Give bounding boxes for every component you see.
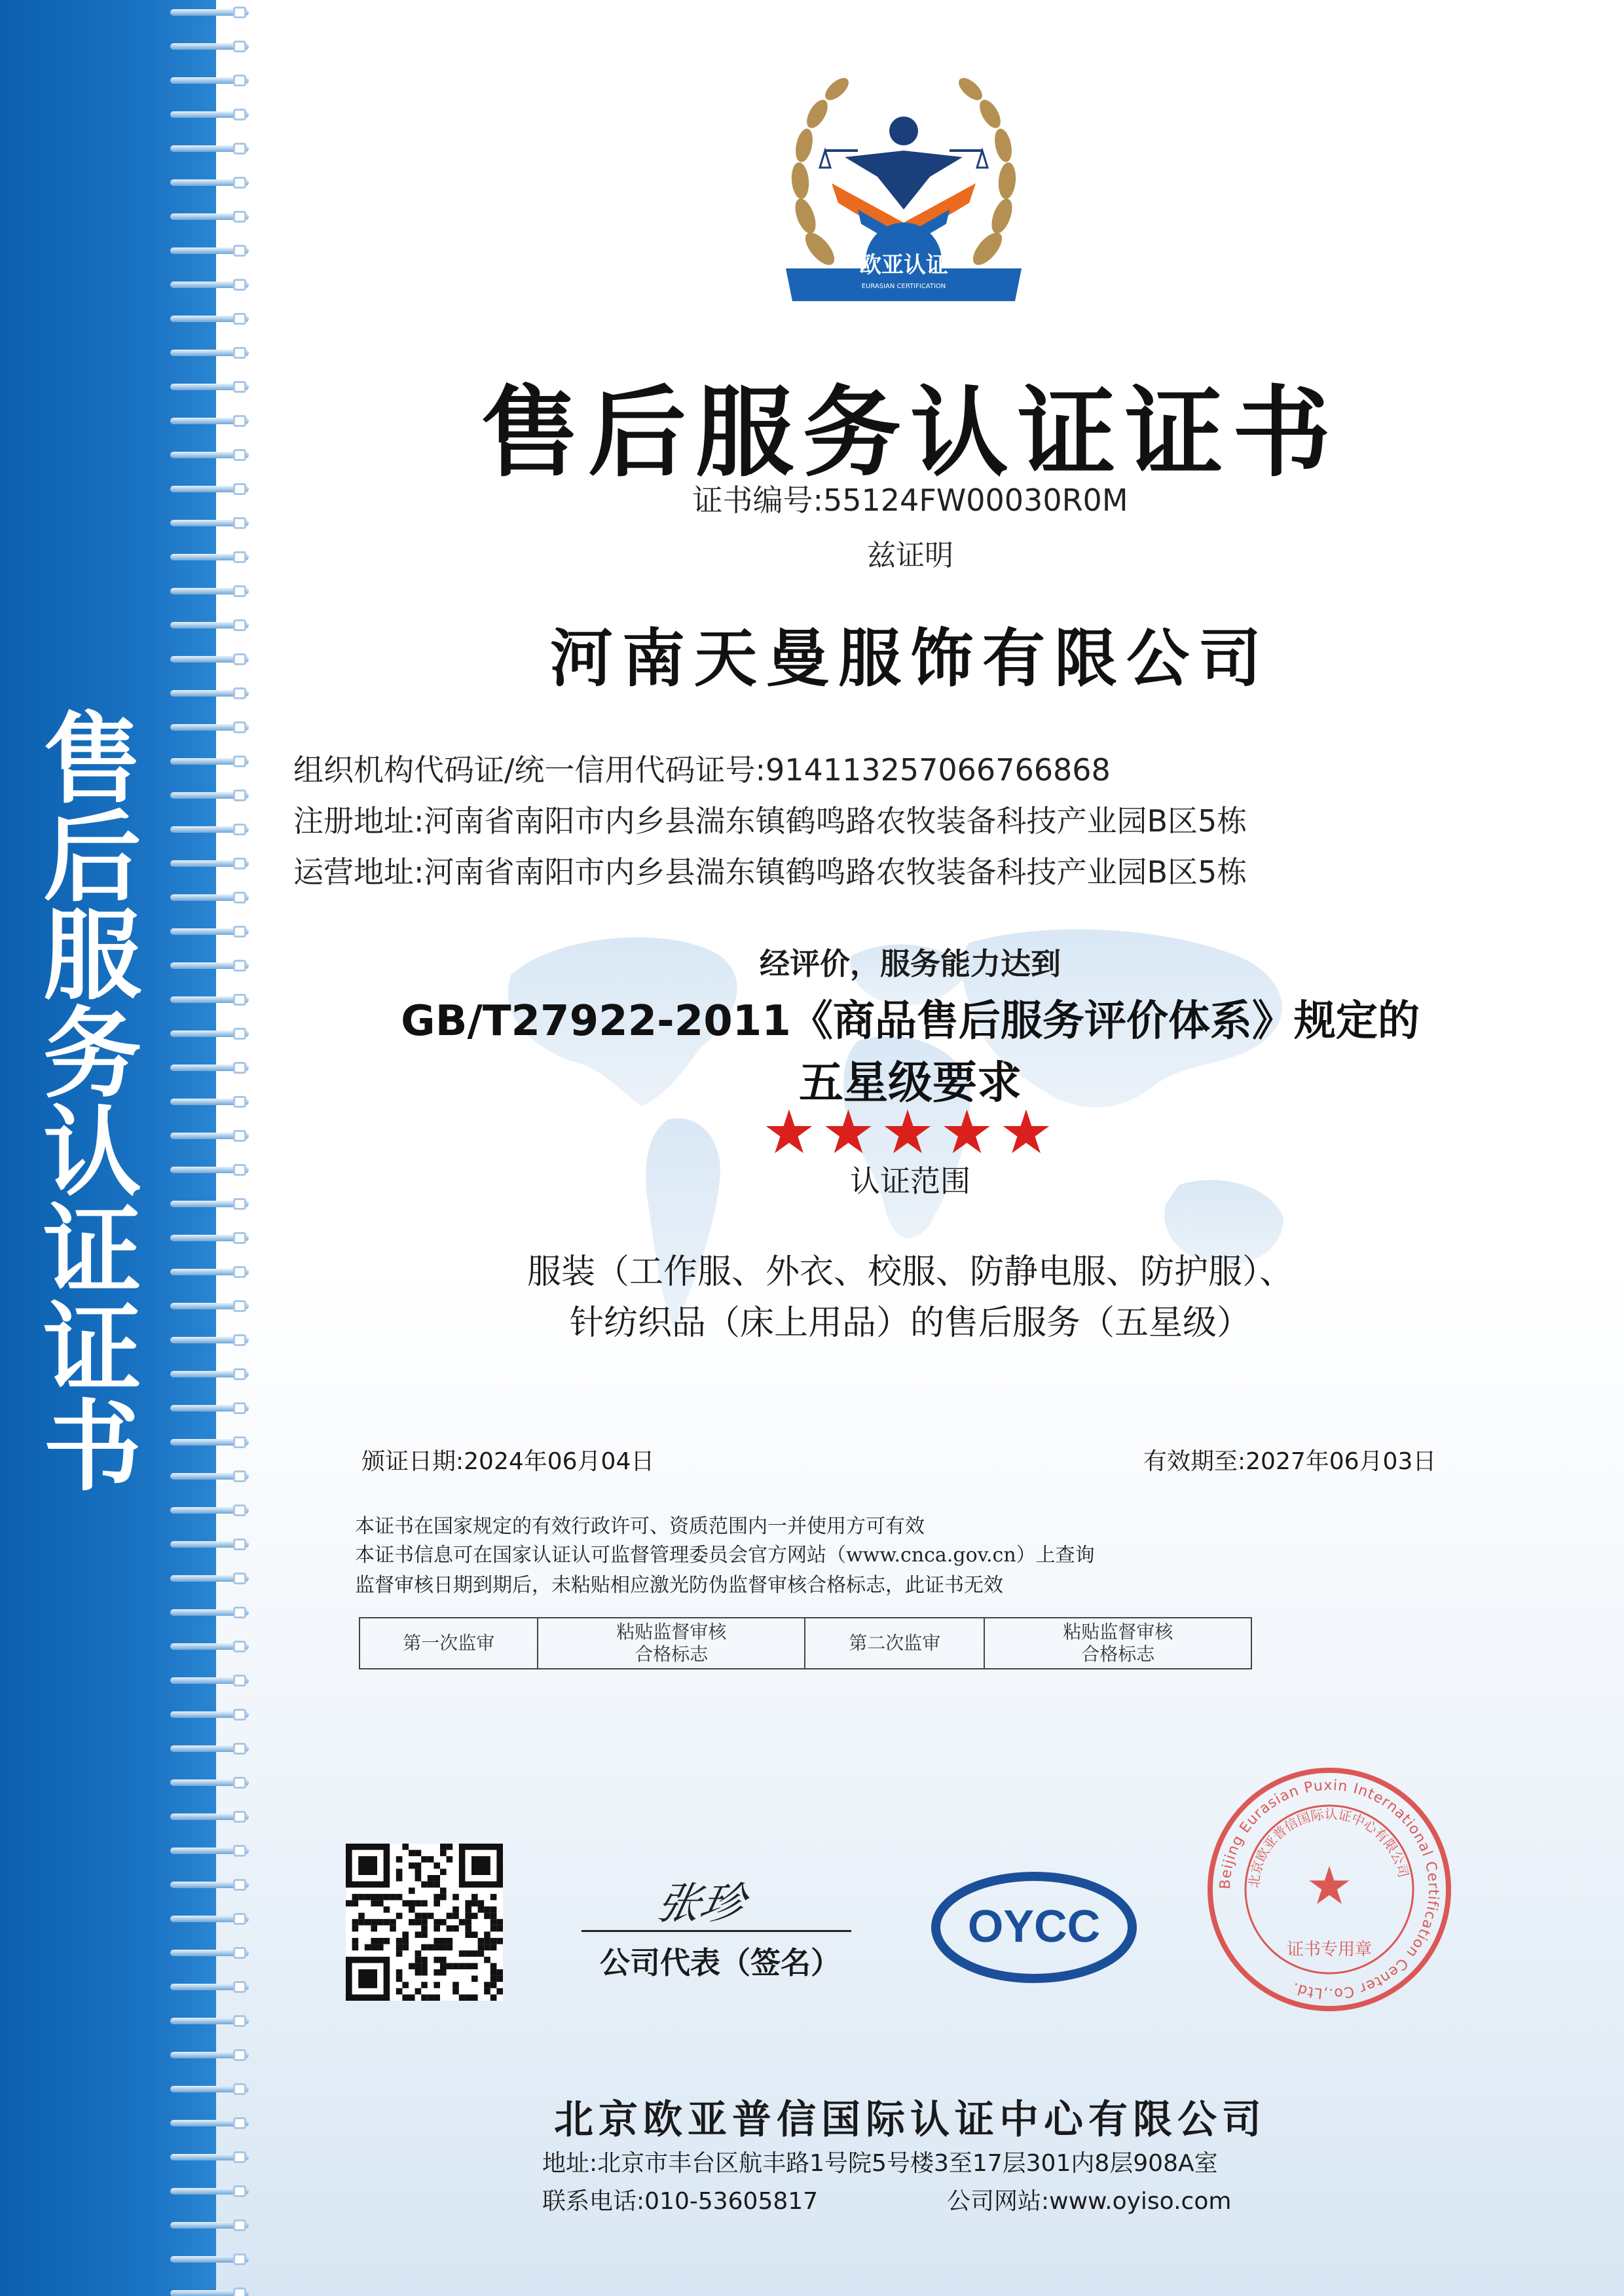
spiral-ring (162, 1470, 254, 1482)
oycc-logo-text: OYCC (967, 1901, 1101, 1952)
evaluation-intro: 经评价，服务能力达到 (760, 946, 1061, 981)
spiral-ring (162, 2185, 254, 2197)
spiral-ring (162, 1913, 254, 1925)
spiral-ring (162, 1504, 254, 1516)
spiral-ring (162, 2015, 254, 2027)
spiral-ring (162, 1573, 254, 1584)
seal-center-text: 证书专用章 (1286, 1940, 1373, 1959)
signature-label: 公司代表（签名） (600, 1945, 841, 1980)
qr-code (346, 1844, 503, 2001)
spiral-ring (162, 585, 254, 597)
spiral-ring (162, 245, 254, 257)
spiral-ring (162, 143, 254, 155)
spiral-ring (162, 619, 254, 631)
spiral-ring (162, 347, 254, 359)
spiral-ring (162, 1198, 254, 1210)
signature-name: 张珍 (652, 1878, 750, 1929)
five-star-rating: ★★★★★ (762, 1097, 1059, 1167)
issuer-phone: 联系电话:010-53605817 (542, 2188, 819, 2215)
spiral-ring (162, 892, 254, 903)
spiral-ring (162, 2151, 254, 2163)
spiral-ring (162, 824, 254, 835)
spiral-ring (162, 7, 254, 18)
spiral-ring (162, 1539, 254, 1550)
spiral-ring (162, 1096, 254, 1108)
second-sticker-cell: 粘贴监督审核 合格标志 (984, 1618, 1251, 1669)
spiral-ring (162, 449, 254, 461)
company-name: 河南天曼服饰有限公司 (550, 621, 1270, 695)
spiral-ring (162, 2117, 254, 2129)
spiral-ring (162, 1266, 254, 1278)
scope-line-1: 服装（工作服、外衣、校服、防静电服、防护服）、 (526, 1252, 1293, 1292)
spiral-ring (162, 1164, 254, 1176)
issuer-address: 地址:北京市丰台区航丰路1号院5号楼3至17层301内8层908A室 (542, 2150, 1218, 2177)
spiral-ring (162, 790, 254, 801)
evaluation-standard: GB/T27922-2011《商品售后服务评价体系》规定的 (401, 997, 1420, 1046)
spiral-ring (162, 75, 254, 86)
seal-outer-text: Beijing Eurasian Puxin International Certification Center Co.,Ltd. (1217, 1777, 1442, 2002)
spiral-ring (162, 2287, 254, 2296)
signature-line (581, 1930, 851, 1932)
spiral-ring (162, 415, 254, 427)
spiral-ring (162, 1232, 254, 1244)
spiral-ring (162, 756, 254, 767)
spiral-ring (162, 1130, 254, 1142)
expiry-date: 有效期至:2027年06月03日 (1143, 1448, 1437, 1475)
spiral-ring (162, 1607, 254, 1618)
spiral-ring (162, 1641, 254, 1652)
issue-date: 颁证日期:2024年06月04日 (361, 1448, 655, 1475)
first-audit-cell: 第一次监审 (360, 1618, 538, 1669)
spiral-ring (162, 177, 254, 189)
notice-line: 本证书在国家规定的有效行政许可、资质范围内一并使用方可有效 (355, 1515, 925, 1538)
org-code-line: 组织机构代码证/统一信用代码证号:91411325706676686​8 (293, 752, 1111, 788)
spiral-ring (162, 1811, 254, 1823)
notice-line: 监督审核日期到期后，未粘贴相应激光防伪监督审核合格标志，此证书无效 (355, 1574, 1003, 1597)
oycc-logo (930, 1871, 1138, 1984)
spiral-ring (162, 721, 254, 733)
issuer-name: 北京欧亚普信国际认证中心有限公司 (554, 2097, 1266, 2143)
spiral-ring (162, 926, 254, 938)
eurasian-certification-logo (760, 52, 1048, 327)
spiral-ring (162, 1743, 254, 1755)
spiral-ring (162, 1436, 254, 1448)
spiral-ring (162, 1675, 254, 1686)
certificate-title: 售后服务认证证书 (480, 375, 1340, 490)
spiral-ring (162, 1334, 254, 1346)
spiral-ring (162, 483, 254, 495)
side-title: 售后服务认证证书 (26, 707, 141, 1493)
spiral-binding (162, 0, 267, 2296)
certificate-number: 证书编号:55124FW00030R0M (692, 483, 1128, 518)
logo-subtext: EURASIAN CERTIFICATION (861, 283, 946, 290)
logo-text: 欧亚认证 (859, 252, 948, 278)
registered-address-line: 注册地址:河南省南阳市内乡县湍东镇鹤鸣路农牧装备科技产业园B区5栋 (293, 803, 1247, 839)
spiral-ring (162, 517, 254, 529)
seal-inner-text: 北京欧亚普信国际认证中心有限公司 (1246, 1806, 1412, 1889)
spiral-ring (162, 279, 254, 291)
spiral-ring (162, 381, 254, 393)
svg-text:★: ★ (1306, 1855, 1353, 1916)
spiral-ring (162, 653, 254, 665)
spiral-ring (162, 858, 254, 869)
spiral-ring (162, 1062, 254, 1074)
issuer-website: 公司网站:www.oyiso.com (947, 2188, 1232, 2215)
spiral-ring (162, 2049, 254, 2061)
spiral-ring (162, 1368, 254, 1380)
scope-label: 认证范围 (850, 1163, 970, 1199)
spiral-ring (162, 211, 254, 223)
spiral-ring (162, 1879, 254, 1891)
spiral-ring (162, 687, 254, 699)
spiral-ring (162, 994, 254, 1006)
second-audit-cell: 第二次监审 (805, 1618, 984, 1669)
spiral-ring (162, 1402, 254, 1414)
spiral-ring (162, 313, 254, 325)
spiral-ring (162, 551, 254, 563)
spiral-ring (162, 960, 254, 972)
spiral-ring (162, 1709, 254, 1721)
spiral-ring (162, 2253, 254, 2265)
spiral-ring (162, 1777, 254, 1789)
spiral-ring (162, 2219, 254, 2231)
official-seal (1205, 1765, 1454, 2014)
scope-line-2: 针纺织品（床上用品）的售后服务（五星级） (569, 1303, 1251, 1343)
spiral-ring (162, 1981, 254, 1993)
spiral-ring (162, 1845, 254, 1857)
operating-address-line: 运营地址:河南省南阳市内乡县湍东镇鹤鸣路农牧装备科技产业园B区5栋 (293, 854, 1247, 890)
spiral-ring (162, 2083, 254, 2095)
spiral-ring (162, 1028, 254, 1040)
hereby-certify: 兹证明 (867, 539, 953, 572)
evaluation-level: 五星级要求 (798, 1057, 1022, 1109)
spiral-ring (162, 1300, 254, 1312)
supervision-audit-table (359, 1617, 1252, 1669)
spiral-ring (162, 109, 254, 120)
spiral-ring (162, 1947, 254, 1959)
notice-line: 本证书信息可在国家认证认可监督管理委员会官方网站（www.cnca.gov.cn）上查询 (355, 1544, 1095, 1567)
spiral-ring (162, 41, 254, 52)
signature-image (629, 1872, 786, 1931)
first-sticker-cell: 粘贴监督审核 合格标志 (538, 1618, 805, 1669)
